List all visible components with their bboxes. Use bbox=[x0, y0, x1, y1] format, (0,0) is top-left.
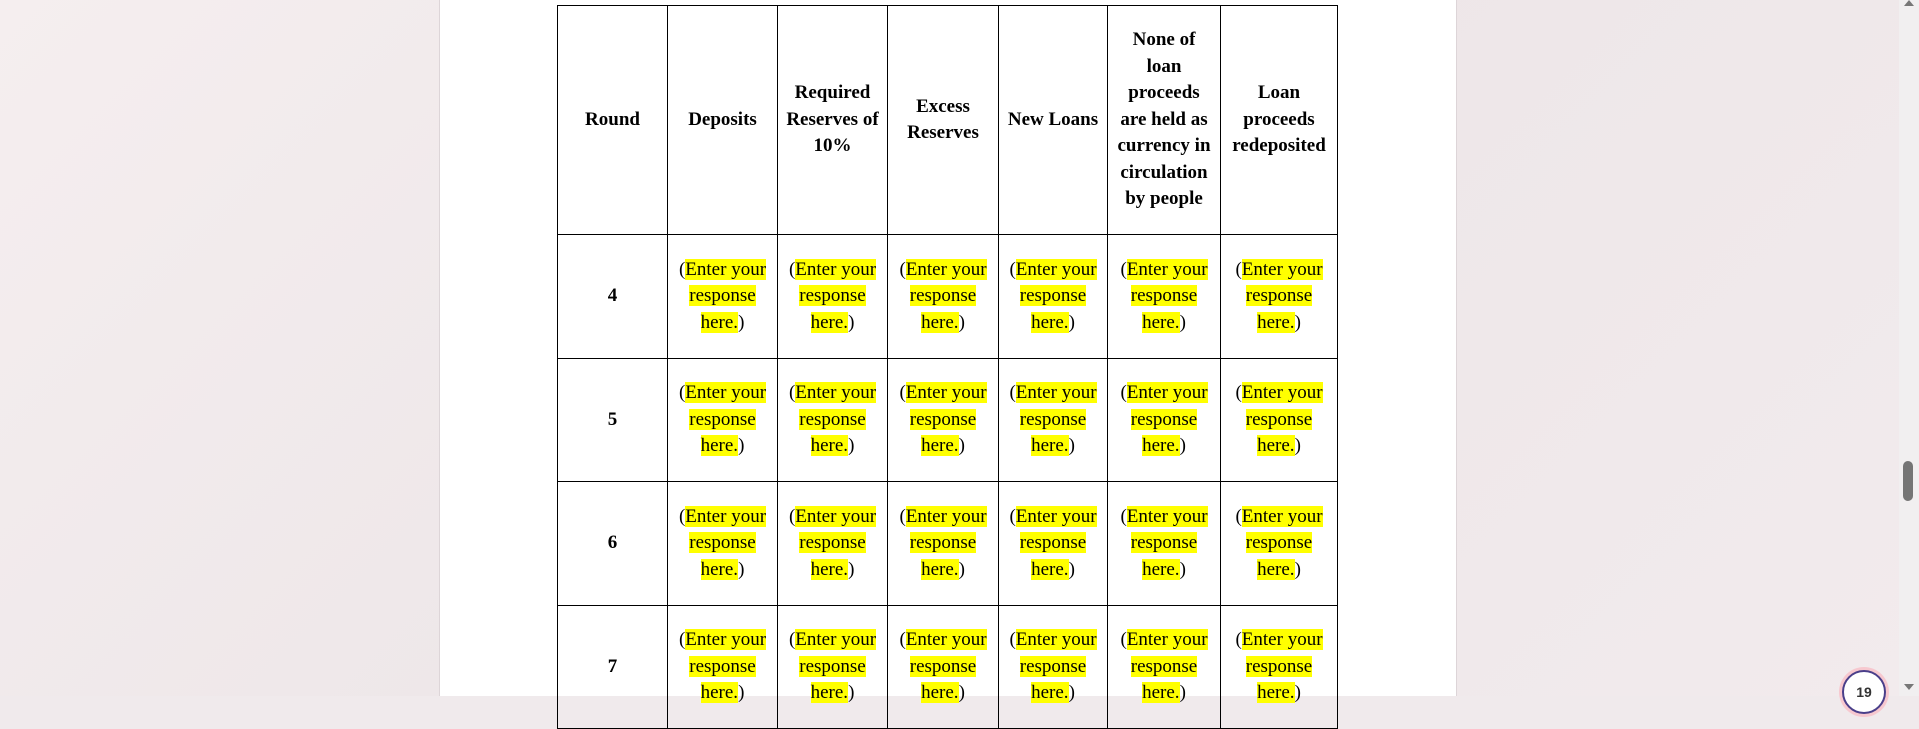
response-cell[interactable] bbox=[1108, 605, 1221, 729]
response-placeholder[interactable]: Enter your response here. bbox=[1015, 505, 1097, 580]
response-cell[interactable] bbox=[999, 482, 1108, 606]
response-placeholder[interactable]: Enter your response here. bbox=[905, 629, 987, 703]
round-number: 5 bbox=[558, 358, 668, 482]
open-paren: ( bbox=[788, 629, 796, 650]
response-placeholder[interactable]: Enter your response here. bbox=[1015, 629, 1097, 703]
response-cell[interactable] bbox=[1221, 482, 1338, 606]
open-paren: ( bbox=[1009, 382, 1016, 403]
response-cell[interactable] bbox=[999, 235, 1108, 359]
close-paren: ) bbox=[1179, 435, 1186, 456]
response-placeholder[interactable]: Enter your response here. bbox=[905, 258, 987, 333]
table-row bbox=[558, 482, 1338, 606]
close-paren: ) bbox=[738, 311, 745, 333]
close-paren: ) bbox=[1294, 682, 1301, 703]
vertical-scrollbar[interactable] bbox=[1899, 0, 1919, 696]
open-paren: ( bbox=[899, 382, 906, 403]
response-cell[interactable] bbox=[888, 235, 999, 359]
close-paren: ) bbox=[738, 682, 745, 703]
response-cell[interactable] bbox=[778, 358, 888, 482]
open-paren: ( bbox=[1009, 258, 1016, 280]
close-paren: ) bbox=[848, 558, 855, 580]
open-paren: ( bbox=[1235, 505, 1242, 527]
response-cell[interactable] bbox=[1221, 605, 1338, 729]
response-placeholder[interactable]: Enter your response here. bbox=[1241, 629, 1323, 703]
open-paren: ( bbox=[899, 505, 906, 527]
scrollbar-thumb[interactable] bbox=[1903, 461, 1913, 501]
response-placeholder[interactable]: Enter your response here. bbox=[1126, 258, 1208, 333]
column-header: Loan proceeds redeposited bbox=[1221, 6, 1338, 235]
response-placeholder[interactable]: Enter your response here. bbox=[795, 629, 877, 703]
response-placeholder[interactable]: Enter your response here. bbox=[1126, 382, 1208, 456]
response-placeholder[interactable]: Enter your response here. bbox=[1126, 505, 1208, 580]
response-placeholder[interactable]: Enter your response here. bbox=[685, 382, 767, 456]
open-paren: ( bbox=[1009, 629, 1016, 650]
open-paren: ( bbox=[678, 505, 686, 527]
close-paren: ) bbox=[848, 435, 855, 456]
response-cell[interactable] bbox=[668, 235, 778, 359]
close-paren: ) bbox=[848, 311, 855, 333]
response-placeholder[interactable]: Enter your response here. bbox=[1241, 258, 1323, 333]
response-cell[interactable] bbox=[668, 358, 778, 482]
response-placeholder[interactable]: Enter your response here. bbox=[685, 629, 767, 703]
close-paren: ) bbox=[1068, 311, 1075, 333]
close-paren: ) bbox=[1294, 558, 1301, 580]
response-placeholder[interactable]: Enter your response here. bbox=[1241, 382, 1323, 456]
response-cell[interactable] bbox=[888, 605, 999, 729]
close-paren: ) bbox=[848, 682, 855, 703]
open-paren: ( bbox=[1120, 505, 1127, 527]
response-cell[interactable] bbox=[888, 482, 999, 606]
response-placeholder[interactable]: Enter your response here. bbox=[795, 505, 877, 580]
response-placeholder[interactable]: Enter your response here. bbox=[905, 382, 987, 456]
open-paren: ( bbox=[678, 382, 686, 403]
table-row bbox=[558, 358, 1338, 482]
response-placeholder[interactable]: Enter your response here. bbox=[1241, 505, 1323, 580]
response-cell[interactable] bbox=[1221, 358, 1338, 482]
close-paren: ) bbox=[1179, 682, 1186, 703]
close-paren: ) bbox=[738, 558, 745, 580]
column-header: Deposits bbox=[668, 6, 778, 235]
open-paren: ( bbox=[1235, 629, 1242, 650]
response-cell[interactable] bbox=[888, 358, 999, 482]
response-cell[interactable] bbox=[1108, 482, 1221, 606]
open-paren: ( bbox=[788, 382, 796, 403]
round-number: 7 bbox=[558, 605, 668, 729]
close-paren: ) bbox=[1294, 311, 1301, 333]
scroll-down-arrow-icon[interactable] bbox=[1904, 684, 1914, 690]
close-paren: ) bbox=[958, 558, 965, 580]
close-paren: ) bbox=[958, 311, 965, 333]
response-table bbox=[557, 5, 1338, 729]
close-paren: ) bbox=[738, 435, 745, 456]
close-paren: ) bbox=[1179, 558, 1186, 580]
open-paren: ( bbox=[678, 629, 686, 650]
open-paren: ( bbox=[678, 258, 686, 280]
open-paren: ( bbox=[788, 505, 796, 527]
close-paren: ) bbox=[1068, 682, 1075, 703]
response-placeholder[interactable]: Enter your response here. bbox=[795, 382, 877, 456]
open-paren: ( bbox=[1120, 629, 1127, 650]
table-row bbox=[558, 235, 1338, 359]
table-header-row bbox=[558, 6, 1338, 235]
response-cell[interactable] bbox=[778, 605, 888, 729]
column-header: Required Reserves of 10% bbox=[778, 6, 888, 235]
response-cell[interactable] bbox=[778, 482, 888, 606]
open-paren: ( bbox=[788, 258, 796, 280]
open-paren: ( bbox=[899, 258, 906, 280]
close-paren: ) bbox=[1179, 311, 1186, 333]
response-placeholder[interactable]: Enter your response here. bbox=[1015, 382, 1097, 456]
column-header: New Loans bbox=[999, 6, 1108, 235]
notification-count: 19 bbox=[1856, 684, 1872, 700]
close-paren: ) bbox=[1068, 558, 1075, 580]
open-paren: ( bbox=[899, 629, 906, 650]
close-paren: ) bbox=[958, 682, 965, 703]
close-paren: ) bbox=[1294, 435, 1301, 456]
round-number: 4 bbox=[558, 235, 668, 359]
open-paren: ( bbox=[1120, 382, 1127, 403]
column-header: Round bbox=[558, 6, 668, 235]
response-cell[interactable] bbox=[1108, 358, 1221, 482]
close-paren: ) bbox=[1068, 435, 1075, 456]
response-placeholder[interactable]: Enter your response here. bbox=[795, 258, 877, 333]
response-cell[interactable] bbox=[999, 358, 1108, 482]
response-cell[interactable] bbox=[1108, 235, 1221, 359]
response-placeholder[interactable]: Enter your response here. bbox=[1126, 629, 1208, 703]
open-paren: ( bbox=[1120, 258, 1127, 280]
column-header: Excess Reserves bbox=[888, 6, 999, 235]
response-placeholder[interactable]: Enter your response here. bbox=[685, 258, 767, 333]
close-paren: ) bbox=[958, 435, 965, 456]
open-paren: ( bbox=[1009, 505, 1016, 527]
open-paren: ( bbox=[1235, 258, 1242, 280]
round-number: 6 bbox=[558, 482, 668, 606]
open-paren: ( bbox=[1235, 382, 1242, 403]
response-placeholder[interactable]: Enter your response here. bbox=[1015, 258, 1097, 333]
table-row bbox=[558, 605, 1338, 729]
response-cell[interactable] bbox=[778, 235, 888, 359]
scroll-up-arrow-icon[interactable] bbox=[1904, 0, 1914, 6]
response-placeholder[interactable]: Enter your response here. bbox=[905, 505, 987, 580]
column-header: None of loan proceeds are held as currency in circulation by people bbox=[1108, 6, 1221, 235]
response-cell[interactable] bbox=[668, 482, 778, 606]
response-placeholder[interactable]: Enter your response here. bbox=[685, 505, 767, 580]
response-cell[interactable] bbox=[1221, 235, 1338, 359]
response-cell[interactable] bbox=[668, 605, 778, 729]
notification-badge[interactable] bbox=[1842, 670, 1886, 714]
response-cell[interactable] bbox=[999, 605, 1108, 729]
